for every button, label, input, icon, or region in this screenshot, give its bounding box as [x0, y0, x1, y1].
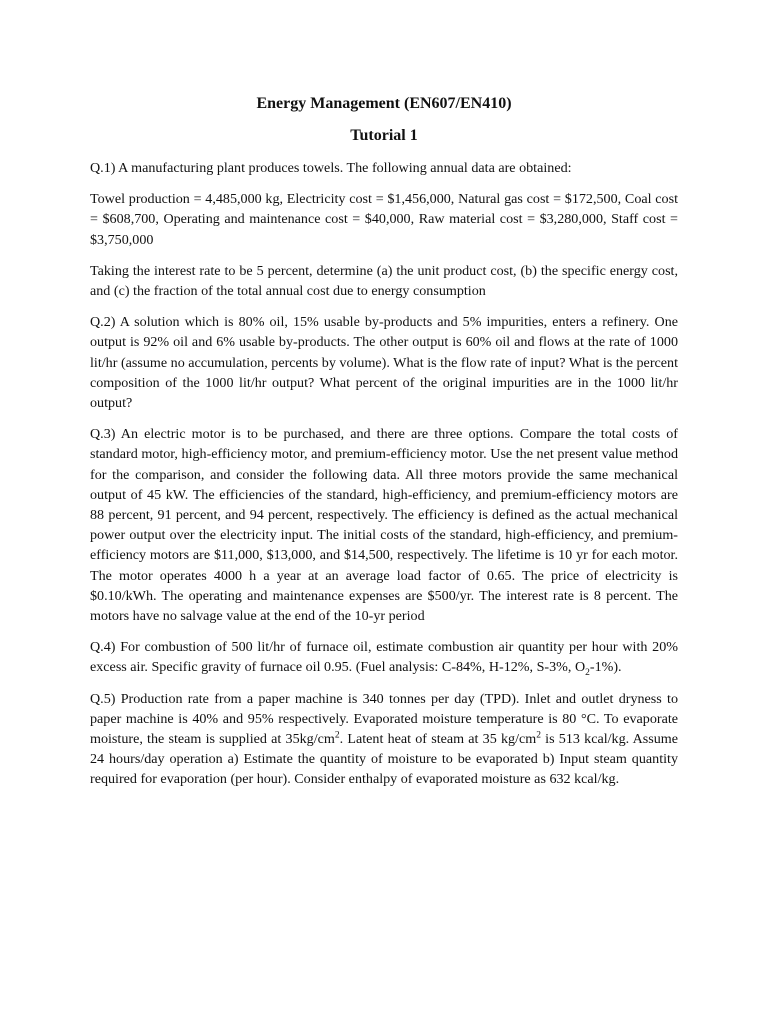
q1-task: Taking the interest rate to be 5 percent, determine (a) the unit product cost, (b) the specific energy cost, and (c) the fraction of the total annual cost due to energy consumption	[90, 262, 678, 300]
q4-text	[90, 637, 678, 677]
q5-text-a: Q.5) Production rate from a paper machine is 340 tonnes per day (TPD). Inlet and outlet dryness to paper machine is 40% and 95% respectively. Evaporated moisture temperature is 80 °C. To evaporate moisture, the steam is supplied at 35kg/cm	[90, 690, 678, 748]
q5-superscript-a: 2	[334, 730, 340, 741]
q5-text-c: is 513 kcal/kg. Assume 24 hours/day operation a) Estimate the quantity of moisture to be evaporated b) Input steam quantity required for evaporation (per hour). Consider enthalpy of evaporated moisture as 632 kcal/kg.	[90, 731, 678, 788]
q2-text: Q.2) A solution which is 80% oil, 15% usable by-products and 5% impurities, enters a refinery. One output is 92% oil and 6% usable by-products. The other output is 60% oil and flows at the rate of 1000 lit/hr (assume no accumulation, percents by volume). What is the flow rate of input? What is the percent composition of the 1000 lit/hr output? What percent of the original impurities are in the 1000 lit/hr output?	[90, 314, 678, 412]
tutorial-heading: Tutorial 1	[350, 127, 418, 144]
q3-text: Q.3) An electric motor is to be purchased, and there are three options. Compare the total costs of standard motor, high-efficiency motor, and premium-efficiency motor. Use the net present value method for the comparison, and consider the following data. All three motors provide the same mechanical output of 45 kW. The efficiencies of the standard, high-efficiency, and premium-efficiency motors are 88 percent, 91 percent, and 94 percent, respectively. The efficiency is defined as the actual mechanical power output over the electricity input. The initial costs of the standard, high-efficiency, and premium-efficiency motors are $11,000, $13,000, and $14,500, respectively. The lifetime is 10 yr for each motor. The motor operates 4000 h a year at an average load factor of 0.65. The price of electricity is $0.10/kWh. The operating and maintenance expenses are $500/yr. The interest rate is 8 percent. The motors have no salvage value at the end of the 10-yr period	[90, 426, 678, 625]
q4-text-b: -1%).	[589, 659, 622, 676]
q1-intro: Q.1) A manufacturing plant produces towels. The following annual data are obtained:	[90, 160, 572, 176]
q5-text	[90, 689, 678, 790]
q1-data: Towel production = 4,485,000 kg, Electricity cost = $1,456,000, Natural gas cost = $172,500, Coal cost = $608,700, Operating and maintenance cost = $40,000, Raw material cost = $3,280,000, Staff cost = $3,750,000	[90, 191, 678, 248]
document-title: Energy Management (EN607/EN410)	[256, 95, 512, 112]
q5-superscript-b: 2	[536, 730, 541, 741]
document-page	[90, 93, 678, 790]
q4-text-a: Q.4) For combustion of 500 lit/hr of furnace oil, estimate combustion air quantity per hour with 20% excess air. Specific gravity of furnace oil 0.95. (Fuel analysis: C-84%, H-12%, S-3%, O	[90, 639, 678, 676]
q4-subscript: 2	[585, 668, 590, 679]
q5-text-b: . Latent heat of steam at 35 kg/cm	[339, 731, 537, 748]
